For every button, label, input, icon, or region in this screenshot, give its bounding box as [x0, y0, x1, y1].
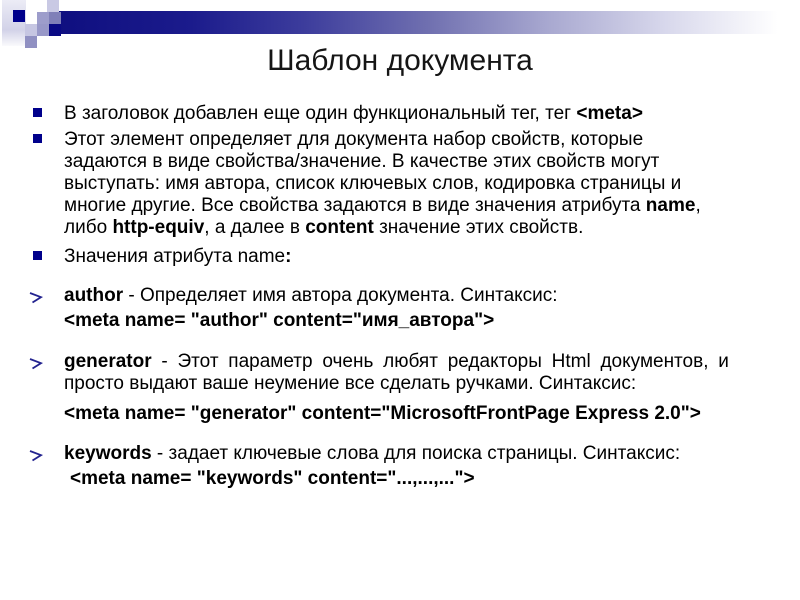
- code-line-keywords: <meta name= "keywords" content="...,...,...">: [70, 468, 475, 489]
- decor-square-medium-2: [37, 24, 49, 36]
- square-bullet-icon: [33, 108, 42, 117]
- text-line: задаются в виде свойства/значение. В качестве этих свойств могут: [64, 151, 660, 172]
- text-line: либо http-equiv, а далее в content значение этих свойств.: [64, 217, 584, 238]
- decor-square-light-1: [47, 0, 59, 12]
- text-line: Этот элемент определяет для документа набор свойств, которые: [64, 129, 644, 150]
- bullet-item-name-values: [20, 246, 788, 268]
- square-bullet-icon: [33, 251, 42, 260]
- decor-square-medium-1: [37, 12, 49, 24]
- text-line: generator - Этот параметр очень любят редакторы Html документов, и: [64, 351, 729, 372]
- arrow-item-keywords: [20, 443, 788, 490]
- header-gradient-bar: [58, 11, 800, 34]
- text-line: author - Определяет имя автора документа. Синтаксис:: [64, 285, 558, 306]
- text-line: Значения атрибута name:: [64, 246, 292, 267]
- arrow-bullet-icon: [28, 447, 44, 461]
- code-line-author: <meta name= "author" content="имя_автора">: [64, 310, 495, 331]
- decor-square-navy-2: [49, 24, 61, 36]
- square-bullet-icon: [33, 134, 42, 143]
- bullet-item-element-description: [20, 129, 788, 239]
- decor-square-navy-1: [13, 10, 25, 22]
- text-line: В заголовок добавлен еще один функциональный тег, тег <meta>: [64, 103, 643, 124]
- text-line: просто выдают ваше неумение все сделать ручками. Синтаксис:: [64, 373, 637, 394]
- bullet-item-meta-tag: [20, 103, 788, 125]
- arrow-bullet-icon: [28, 289, 44, 303]
- decor-square-slate: [49, 12, 61, 24]
- text-line: keywords - задает ключевые слова для поиска страницы. Синтаксис:: [64, 443, 681, 464]
- code-line-generator: <meta name= "generator" content="MicrosoftFrontPage Express 2.0">: [64, 403, 701, 424]
- arrow-item-author: [20, 285, 788, 332]
- decor-vertical-strip: [2, 0, 26, 46]
- page-title: Шаблон документа: [267, 44, 533, 77]
- text-line: многие другие. Все свойства задаются в виде значения атрибута name,: [64, 195, 701, 216]
- arrow-bullet-icon: [28, 355, 44, 369]
- decor-square-light-2: [25, 24, 37, 36]
- arrow-item-generator: [20, 351, 788, 425]
- text-line: выступать: имя автора, список ключевых слов, кодировка страницы и: [64, 173, 682, 194]
